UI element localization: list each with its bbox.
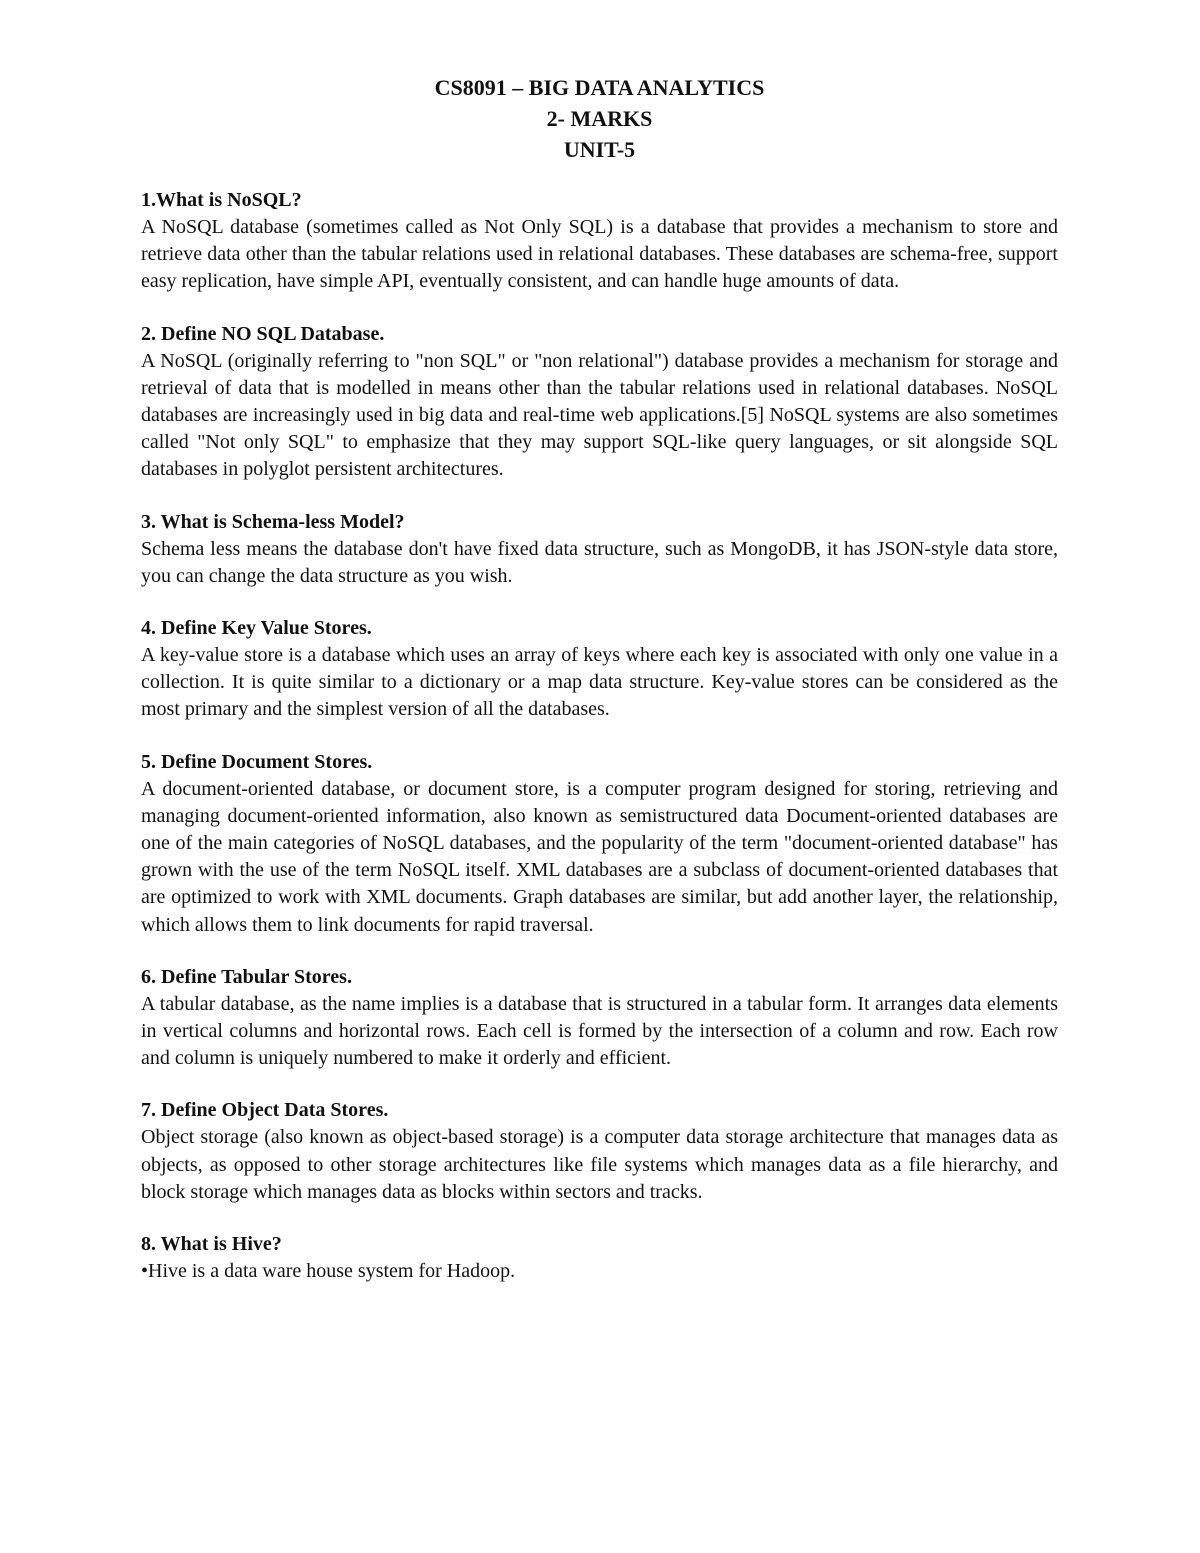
question-heading: 3. What is Schema-less Model?	[141, 510, 405, 533]
answer-text: A key-value store is a database which uses an array of keys where each key is associated with only one value in a collection. It is quite similar to a dictionary or a map data structure. Key-value stores can be considered as the most primary and the simplest version of all the databases.	[141, 644, 1058, 721]
qa-item-6	[141, 964, 1058, 1073]
qa-item-3	[141, 509, 1058, 590]
qa-item-5	[141, 749, 1058, 939]
qa-item-1	[141, 187, 1058, 296]
question-heading: 1.What is NoSQL?	[141, 189, 302, 211]
question-heading: 4. Define Key Value Stores.	[141, 617, 372, 640]
question-heading: 8. What is Hive?	[141, 1233, 282, 1256]
question-heading: 2. Define NO SQL Database.	[141, 322, 385, 345]
answer-text: A NoSQL (originally referring to "non SQL" or "non relational") database provides a mechanism for storage and retrieval of data that is modelled in means other than the tabular relations used in relational databases. NoSQL databases are increasingly used in big data and real-time web applications.[5] NoSQL systems are also sometimes called "Not only SQL" to emphasize that they may support SQL-like query languages, or sit alongside SQL databases in polyglot persistent architectures.	[141, 349, 1058, 481]
document-header	[141, 72, 1058, 165]
answer-text: Schema less means the database don't have fixed data structure, such as MongoDB, it has JSON-style data store, you can change the data structure as you wish.	[141, 537, 1058, 587]
answer-text: Object storage (also known as object-based storage) is a computer data storage architecture that manages data as objects, as opposed to other storage architectures like file systems which manages data as a file hierarchy, and block storage which manages data as blocks within sectors and tracks.	[141, 1126, 1058, 1203]
question-heading: 6. Define Tabular Stores.	[141, 965, 352, 988]
course-title: CS8091 – BIG DATA ANALYTICS	[434, 75, 765, 100]
question-heading: 5. Define Document Stores.	[141, 750, 373, 773]
answer-text: A document-oriented database, or document store, is a computer program designed for storing, retrieving and managing document-oriented information, also known as semistructured data Document-oriented databases are one of the main categories of NoSQL databases, and the popularity of the term "document-oriented database" has grown with the use of the term NoSQL itself. XML databases are a subclass of document-oriented databases that are optimized to work with XML documents. Graph databases are similar, but add another layer, the relationship, which allows them to link documents for rapid traversal.	[141, 777, 1058, 936]
unit-heading: UNIT-5	[563, 137, 636, 162]
document-page	[141, 72, 1058, 1285]
answer-text: A NoSQL database (sometimes called as Not Only SQL) is a database that provides a mechanism to store and retrieve data other than the tabular relations used in relational databases. These databases are schema-free, support easy replication, have simple API, eventually consistent, and can handle huge amounts of data.	[141, 216, 1058, 293]
qa-item-8	[141, 1231, 1058, 1285]
answer-text: •Hive is a data ware house system for Hadoop.	[141, 1260, 516, 1283]
question-heading: 7. Define Object Data Stores.	[141, 1099, 389, 1122]
qa-item-2	[141, 321, 1058, 484]
qa-item-4	[141, 615, 1058, 724]
qa-item-7	[141, 1097, 1058, 1206]
answer-text: A tabular database, as the name implies is a database that is structured in a tabular form. It arranges data elements in vertical columns and horizontal rows. Each cell is formed by the intersection of a column and row. Each row and column is uniquely numbered to make it orderly and efficient.	[141, 992, 1058, 1070]
marks-heading: 2- MARKS	[546, 106, 653, 131]
